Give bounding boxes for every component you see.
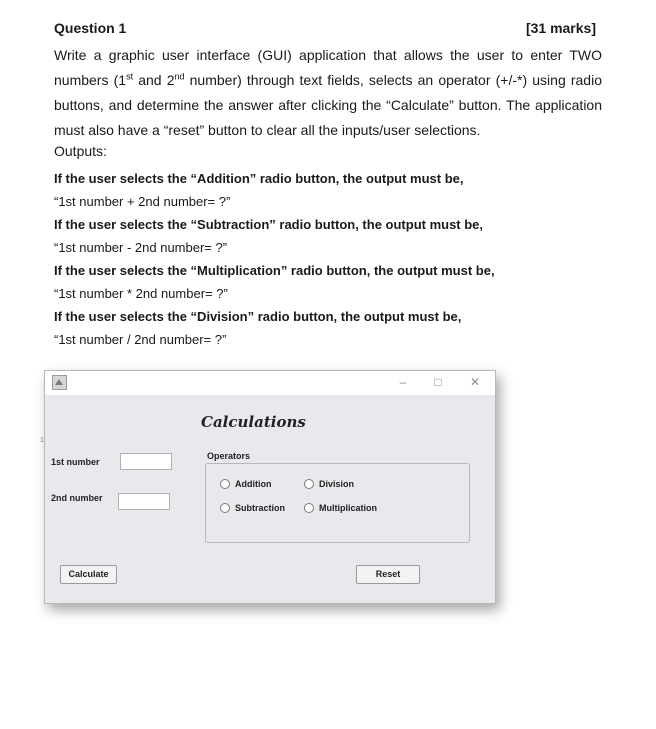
division-label: Division <box>319 479 355 489</box>
rule-division-output: “1st number / 2nd number= ?” <box>54 332 227 347</box>
operators-label: Operators <box>207 451 251 461</box>
rule-subtraction-condition: If the user selects the “Subtraction” radio button, the output must be, <box>54 217 484 232</box>
title-bar <box>45 371 495 395</box>
question-paragraph <box>54 43 602 143</box>
rule-addition-condition: If the user selects the “Addition” radio button, the output must be, <box>54 171 464 186</box>
minimize-button[interactable]: – <box>399 375 407 389</box>
rule-multiplication-output: “1st number * 2nd number= ?” <box>54 286 228 301</box>
multiplication-label: Multiplication <box>319 503 377 513</box>
close-button[interactable]: ✕ <box>469 375 481 389</box>
second-number-label: 2nd number <box>51 493 103 503</box>
division-radio[interactable] <box>304 479 354 489</box>
addition-radio[interactable] <box>220 479 272 489</box>
maximize-button[interactable]: □ <box>434 375 442 389</box>
question-title: Question 1 <box>54 20 127 36</box>
calculations-heading: Calculations <box>201 413 306 431</box>
subtraction-radio[interactable] <box>220 503 285 513</box>
intro-text-3: number) through text fields, selects an operator (+/-*) using radio buttons, and determine the answer after clicking the “Calculate” button. The application must also have a “reset” button to clear all the inputs/user selections. <box>54 72 602 138</box>
intro-text-1: Write a graphic user interface (GUI) application that allows the user to enter TWO numbers (1 <box>54 47 602 88</box>
subtraction-label: Subtraction <box>235 503 286 513</box>
rule-addition-output: “1st number + 2nd number= ?” <box>54 194 231 209</box>
rule-division-condition: If the user selects the “Division” radio button, the output must be, <box>54 309 462 324</box>
calculate-button[interactable]: Calculate <box>60 565 117 584</box>
intro-text-2: and 2 <box>133 72 175 88</box>
radio-circle-icon <box>304 503 314 513</box>
radio-circle-icon <box>220 503 230 513</box>
radio-circle-icon <box>220 479 230 489</box>
sup-2: nd <box>174 71 185 82</box>
margin-mark: 1 <box>40 437 44 444</box>
operators-group <box>205 463 470 543</box>
rule-subtraction-output: “1st number - 2nd number= ?” <box>54 240 228 255</box>
second-number-input[interactable] <box>118 493 170 510</box>
calculator-window <box>44 370 496 604</box>
first-number-label: 1st number <box>51 457 100 467</box>
question-marks: [31 marks] <box>525 20 596 36</box>
app-icon <box>52 375 67 390</box>
first-number-input[interactable] <box>120 453 172 470</box>
multiplication-radio[interactable] <box>304 503 377 513</box>
sup-1: st <box>126 71 134 82</box>
reset-button[interactable]: Reset <box>356 565 420 584</box>
radio-circle-icon <box>304 479 314 489</box>
rule-multiplication-condition: If the user selects the “Multiplication” radio button, the output must be, <box>54 263 495 278</box>
addition-label: Addition <box>235 479 272 489</box>
question-header <box>54 20 602 40</box>
outputs-label: Outputs: <box>54 143 107 159</box>
